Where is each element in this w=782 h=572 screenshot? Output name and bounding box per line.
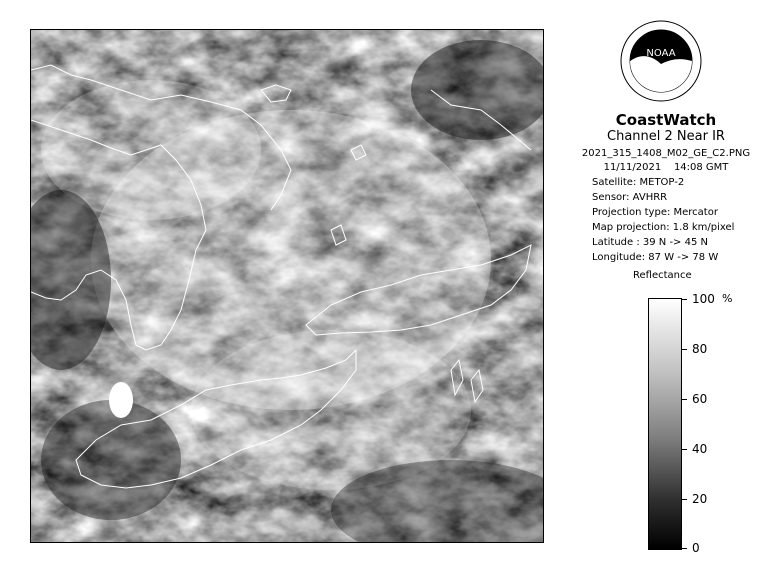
colorbar-tick-label: 0 <box>692 541 700 555</box>
colorbar-tick-label: 80 <box>692 342 708 356</box>
colorbar-tick-label: 20 <box>692 492 708 506</box>
info-panel <box>566 112 766 265</box>
datetime <box>566 160 766 175</box>
colorbar-tick-label: 40 <box>692 442 708 456</box>
longitude-range: Longitude: 87 W -> 78 W <box>592 252 719 263</box>
colorbar-tick <box>681 349 687 350</box>
satellite-image <box>31 30 543 542</box>
latitude-range: Latitude : 39 N -> 45 N <box>592 237 708 248</box>
colorbar-tick <box>681 499 687 500</box>
filename: 2021_315_1408_M02_GE_C2.PNG <box>581 148 751 159</box>
channel-subtitle: Channel 2 Near IR <box>607 129 725 144</box>
colorbar-unit: % <box>722 292 733 305</box>
sensor: Sensor: AVHRR <box>592 192 668 203</box>
noaa-logo-icon <box>620 20 702 102</box>
colorbar-tick <box>681 548 687 549</box>
colorbar-title: Reflectance <box>633 270 692 281</box>
colorbar <box>648 298 682 550</box>
colorbar-tick <box>681 399 687 400</box>
colorbar-tick <box>681 299 687 300</box>
colorbar-tick-label: 100 <box>692 292 715 306</box>
satellite-map <box>30 29 544 543</box>
map-projection: Map projection: 1.8 km/pixel <box>592 222 735 233</box>
projection-type: Projection type: Mercator <box>592 207 718 218</box>
date: 11/11/2021 <box>603 162 662 173</box>
colorbar-tick <box>681 449 687 450</box>
colorbar-tick-label: 60 <box>692 392 708 406</box>
time: 14:08 GMT <box>673 162 729 173</box>
logo-text: NOAA <box>646 48 676 59</box>
page-title: CoastWatch <box>615 111 717 129</box>
satellite: Satellite: METOP-2 <box>592 177 685 188</box>
